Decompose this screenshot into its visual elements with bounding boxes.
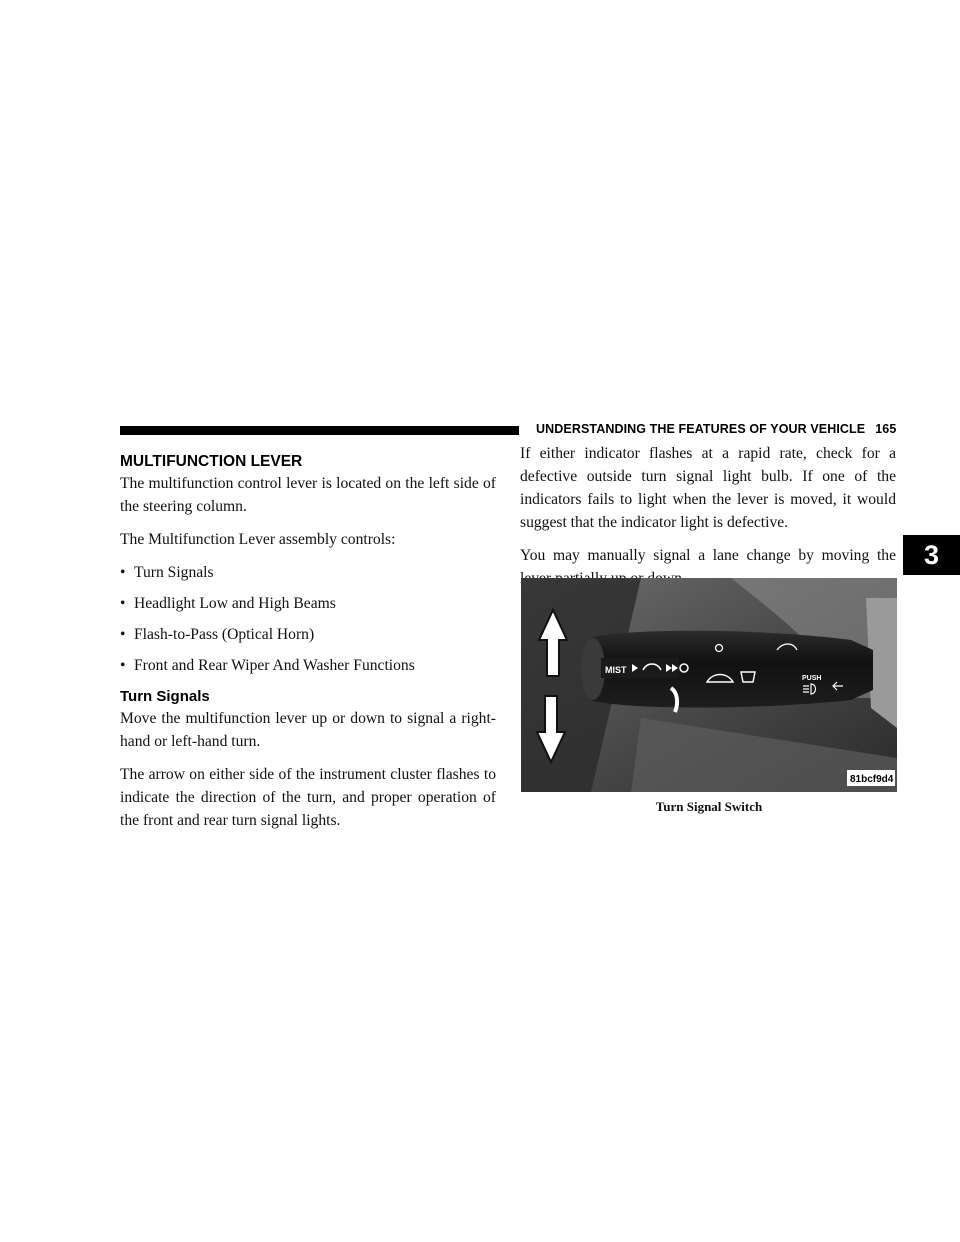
figure-caption: Turn Signal Switch <box>655 799 763 814</box>
list-item: • Turn Signals <box>120 561 496 584</box>
right-column <box>520 442 896 600</box>
list-item: • Flash-to-Pass (Optical Horn) <box>120 623 496 646</box>
list-intro: The Multifunction Lever assembly controls: <box>120 531 396 548</box>
push-label: PUSH <box>802 675 822 682</box>
chapter-tab: 3 <box>903 535 960 575</box>
left-column <box>120 452 496 842</box>
controls-list <box>120 561 496 677</box>
turn-signal-figure <box>521 578 897 792</box>
subsection-heading: Turn Signals <box>120 688 210 705</box>
intro-paragraph: The multifunction control lever is located on the left side of the steering column. <box>120 475 496 515</box>
bullet: • <box>120 626 126 643</box>
bullet: • <box>120 657 126 674</box>
running-head <box>536 422 896 436</box>
list-item: • Front and Rear Wiper And Washer Functions <box>120 654 496 677</box>
list-item: • Headlight Low and High Beams <box>120 592 496 615</box>
rapid-flash-paragraph: If either indicator flashes at a rapid rate, check for a defective outside turn signal light bulb. If one of the indicators fails to light when the lever is moved, it would suggest that the indicator light is defective. <box>520 445 896 531</box>
mist-label: MIST <box>605 665 627 675</box>
running-head-title: UNDERSTANDING THE FEATURES OF YOUR VEHICLE <box>536 422 866 436</box>
lane-change-paragraph: You may manually signal a lane change by moving the <box>520 547 896 564</box>
section-heading: MULTIFUNCTION LEVER <box>120 453 303 470</box>
page-number: 165 <box>875 422 897 436</box>
turn-signal-paragraph: Move the multifunction lever up or down to signal a right-hand or left-hand turn. <box>120 710 496 750</box>
bullet: • <box>120 595 126 612</box>
indicator-paragraph: The arrow on either side of the instrument cluster flashes to indicate the direction of the turn, and proper operation of the front and rear turn signal lights. <box>120 766 496 829</box>
header-rule <box>120 426 519 435</box>
image-code: 81bcf9d4 <box>850 774 894 785</box>
lever-illustration <box>521 578 897 792</box>
bullet: • <box>120 564 126 581</box>
